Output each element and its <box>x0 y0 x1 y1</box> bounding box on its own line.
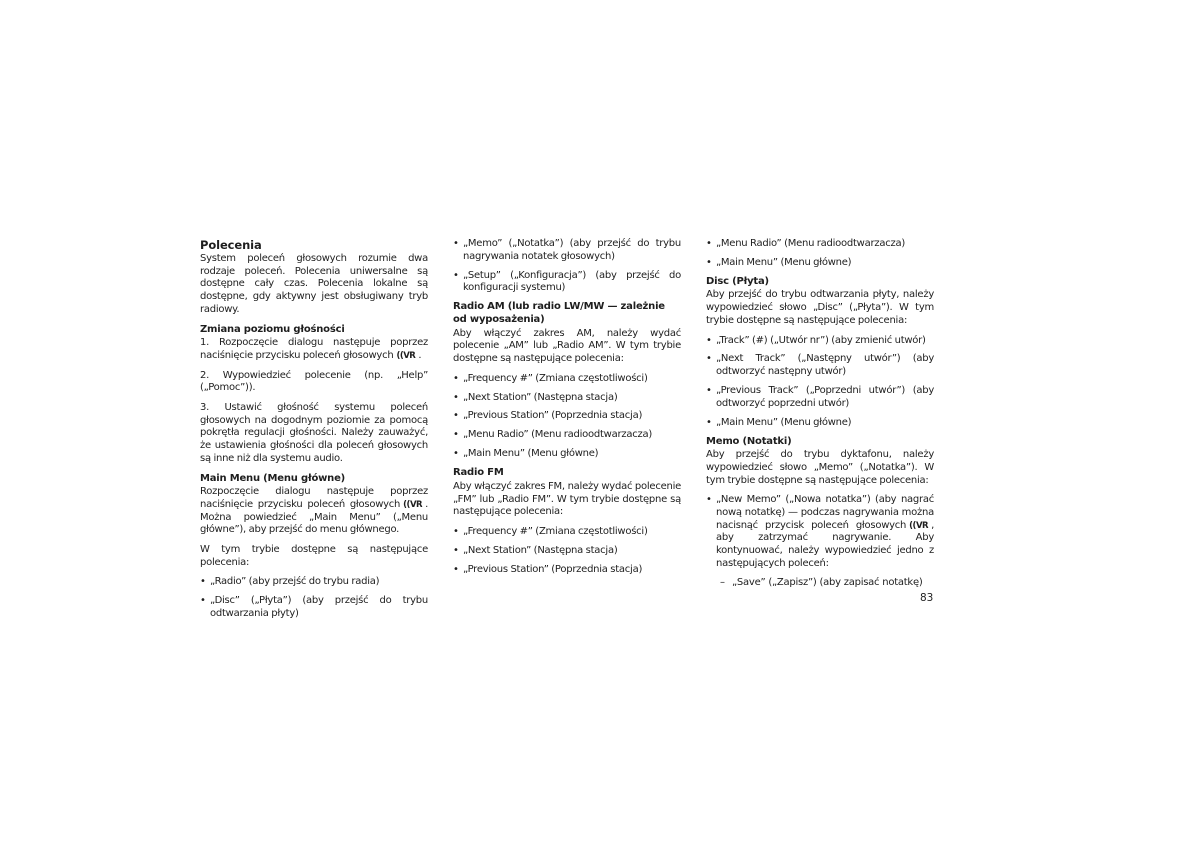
disc-heading: Disc (Płyta) <box>706 275 769 287</box>
section-title: Polecenia <box>200 238 262 252</box>
list-item: • „Next Track” („Następny utwór”) (aby odtworzyć następny utwór) <box>706 353 934 378</box>
step-2: 2. Wypowiedzieć polecenie (np. „Help” („Pomoc”)). <box>200 369 428 394</box>
list-item-text: „Previous Station” (Poprzednia stacja) <box>463 563 643 575</box>
step-1-end: . <box>418 349 422 361</box>
command-list <box>453 526 681 576</box>
memo-heading: Memo (Notatki) <box>706 435 792 447</box>
step-3: 3. Ustawić głośność systemu poleceń głosowych na dogodnym poziomie za pomocą pokrętła regulacji głośności. Należy zauważyć, że ustawienia głośności dla poleceń głosowych są inne niż dla systemu audio. <box>200 402 428 464</box>
radio-am-heading: Radio AM (lub radio LW/MW — zależnie od wyposażenia) <box>453 301 665 325</box>
voice-recognition-icon: ((VR <box>403 499 423 510</box>
command-list <box>200 576 428 620</box>
list-item-text: „Next Track” („Następny utwór”) (aby odtworzyć następny utwór) <box>716 353 934 378</box>
list-item-text: „Frequency #” (Zmiana częstotliwości) <box>463 525 648 537</box>
step-1 <box>200 337 428 362</box>
command-list <box>706 335 934 430</box>
list-item-text: „Frequency #” (Zmiana częstotliwości) <box>463 372 648 384</box>
list-item: • „Memo” („Notatka”) (aby przejść do trybu nagrywania notatek głosowych) <box>453 238 681 262</box>
vr-icon-label: VR <box>403 350 416 361</box>
command-list <box>453 373 681 461</box>
page-number: 83 <box>920 592 934 604</box>
list-item: • „Main Menu” (Menu główne) <box>706 416 852 428</box>
voice-recognition-icon: ((VR <box>396 350 416 361</box>
column-right <box>706 238 934 589</box>
vr-icon-label: VR <box>915 520 929 531</box>
list-item-text: „Next Station” (Następna stacja) <box>463 544 618 556</box>
main-menu-heading: Main Menu (Menu główne) <box>200 472 346 484</box>
list-item-text: „New Memo” („Nowa notatka”) (aby nagrać nową notatkę) — podczas nagrywania można nacisnąć przycisk poleceń głosowych <box>716 494 934 531</box>
command-list <box>453 238 681 295</box>
list-item-text: „Track” (#) („Utwór nr”) (aby zmienić utwór) <box>716 334 926 346</box>
list-item: • „Main Menu” (Menu główne) <box>453 448 599 460</box>
list-item-text: „Main Menu” (Menu główne) <box>716 256 852 268</box>
list-item: • „Radio” (aby przejść do trybu radia) <box>200 576 380 588</box>
list-item: • „Menu Radio” (Menu radioodtwarzacza) <box>453 429 652 441</box>
list-item-text: „Setup” („Konfiguracja”) (aby przejść do konfiguracji systemu) <box>463 269 681 294</box>
list-item-text: „Radio” (aby przejść do trybu radia) <box>210 576 380 588</box>
disc-text: Aby przejść do trybu odtwarzania płyty, należy wypowiedzieć słowo „Disc” („Płyta”). W tym trybie dostępne są następujące polecenia: <box>706 289 934 326</box>
radio-am-text: Aby włączyć zakres AM, należy wydać polecenie „AM” lub „Radio AM”. W tym trybie dostępne są następujące polecenia: <box>453 327 681 364</box>
sub-list-item: – „Save” („Zapisz”) (aby zapisać notatkę) <box>720 576 923 588</box>
list-item: • „Menu Radio” (Menu radioodtwarzacza) <box>706 238 905 249</box>
list-item-text: „Disc” („Płyta”) (aby przejść do trybu odtwarzania płyty) <box>210 595 428 620</box>
list-item-text: „Next Station” (Następna stacja) <box>463 391 618 403</box>
list-item-text: „Main Menu” (Menu główne) <box>716 416 852 428</box>
radio-fm-heading: Radio FM <box>453 467 504 479</box>
list-item: • „Frequency #” (Zmiana częstotliwości) <box>453 525 648 537</box>
command-list <box>706 238 934 270</box>
list-item: • „Disc” („Płyta”) (aby przejść do trybu odtwarzania płyty) <box>200 595 428 620</box>
list-item: • „Frequency #” (Zmiana częstotliwości) <box>453 372 648 384</box>
list-item-text: „Previous Station” (Poprzednia stacja) <box>463 410 643 422</box>
list-item-text: „Main Menu” (Menu główne) <box>463 448 599 460</box>
list-item: • „Main Menu” (Menu główne) <box>706 256 852 268</box>
list-item-text-end: , aby zatrzymać nagrywanie. Aby kontynuować, należy wypowiedzieć jedno z następujących poleceń: <box>716 519 934 569</box>
vr-icon-label: VR <box>409 499 423 510</box>
command-list <box>706 494 934 570</box>
main-menu-paragraph <box>200 486 428 537</box>
list-item-text: „Menu Radio” (Menu radioodtwarzacza) <box>463 429 652 441</box>
list-item: • „Next Station” (Następna stacja) <box>453 391 618 403</box>
list-item: • „Next Station” (Następna stacja) <box>453 544 618 556</box>
list-item: • „Setup” („Konfiguracja”) (aby przejść do konfiguracji systemu) <box>453 269 681 294</box>
list-item-text: „Menu Radio” (Menu radioodtwarzacza) <box>716 238 905 249</box>
list-item: • „New Memo” („Nowa notatka”) (aby nagrać nową notatkę) — podczas nagrywania można nacisnąć przycisk poleceń głosowych ((VR , aby zatrzymać nagrywanie. Aby kontynuować, należy wypowiedzieć jedno z następujących poleceń: <box>706 494 934 569</box>
memo-text: Aby przejść do trybu dyktafonu, należy wypowiedzieć słowo „Memo” („Notatka”). W tym trybie dostępne są następujące polecenia: <box>706 449 934 486</box>
list-item: • „Previous Track” („Poprzedni utwór”) (aby odtworzyć poprzedni utwór) <box>706 385 934 409</box>
sub-list-item-text: „Save” („Zapisz”) (aby zapisać notatkę) <box>732 576 923 588</box>
main-menu-text-a: Rozpoczęcie dialogu następuje poprzez naciśnięcie przycisku poleceń głosowych <box>200 486 428 510</box>
list-item-text: „Memo” („Notatka”) (aby przejść do trybu nagrywania notatek głosowych) <box>463 238 681 262</box>
list-item: • „Previous Station” (Poprzednia stacja) <box>453 563 643 575</box>
volume-heading: Zmiana poziomu głośności <box>200 323 345 335</box>
available-commands-text: W tym trybie dostępne są następujące polecenia: <box>200 544 428 568</box>
column-left <box>200 238 428 627</box>
radio-fm-text: Aby włączyć zakres FM, należy wydać polecenie „FM” lub „Radio FM”. W tym trybie dostępne są następujące polecenia: <box>453 480 681 518</box>
column-middle <box>453 238 681 583</box>
step-1-text: 1. Rozpoczęcie dialogu następuje poprzez naciśnięcie przycisku poleceń głosowych <box>200 337 428 361</box>
intro-paragraph: System poleceń głosowych rozumie dwa rodzaje poleceń. Polecenia uniwersalne są dostępne cały czas. Polecenia lokalne są dostępne, gdy aktywny jest obsługiwany tryb radiowy. <box>200 253 428 315</box>
list-item: • „Previous Station” (Poprzednia stacja) <box>453 410 643 422</box>
list-item-text: „Previous Track” („Poprzedni utwór”) (aby odtworzyć poprzedni utwór) <box>716 385 934 409</box>
voice-recognition-icon: ((VR <box>909 520 929 531</box>
list-item: • „Track” (#) („Utwór nr”) (aby zmienić utwór) <box>706 334 926 346</box>
main-menu-text-b: . Można powiedzieć „Main Menu” („Menu główne”), aby przejść do menu głównego. <box>200 498 428 536</box>
